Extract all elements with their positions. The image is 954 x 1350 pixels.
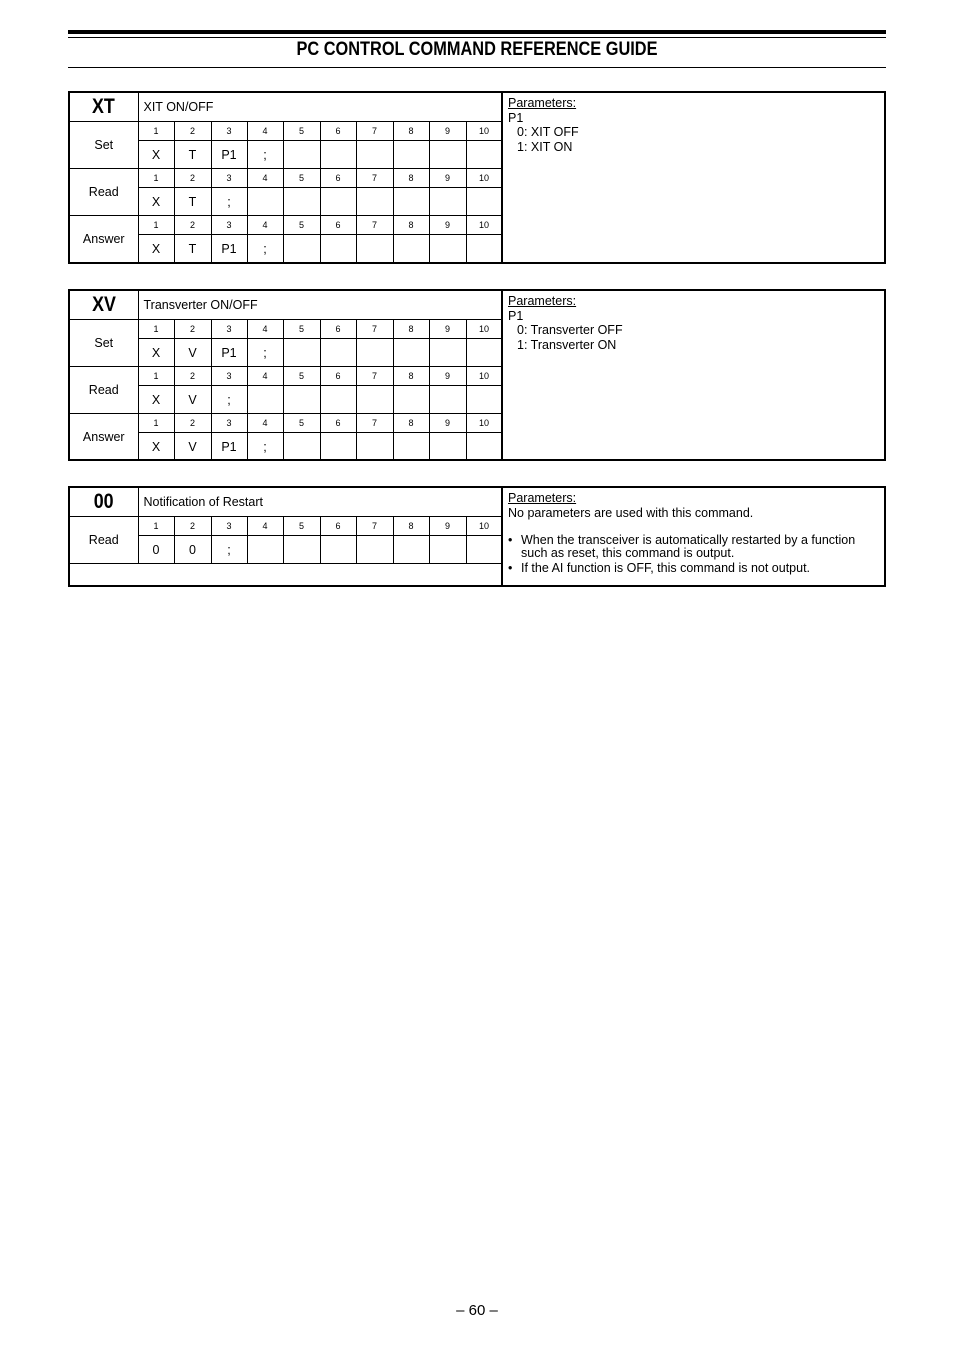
command-code: 00 xyxy=(70,488,138,517)
column-number: 4 xyxy=(247,517,283,536)
command-cell xyxy=(429,536,466,564)
column-number: 8 xyxy=(393,414,429,433)
command-cell xyxy=(247,536,283,564)
command-cell: T xyxy=(174,141,211,169)
column-number: 7 xyxy=(356,414,393,433)
command-cell xyxy=(429,235,466,263)
column-number: 7 xyxy=(356,169,393,188)
column-number: 5 xyxy=(283,169,320,188)
command-cell: X xyxy=(138,339,174,367)
command-cell: V xyxy=(174,339,211,367)
column-number: 10 xyxy=(466,169,502,188)
column-number: 8 xyxy=(393,122,429,141)
column-number: 10 xyxy=(466,216,502,235)
column-number: 10 xyxy=(466,320,502,339)
column-number: 2 xyxy=(174,517,211,536)
parameter-name: P1 xyxy=(508,308,524,323)
command-cell: P1 xyxy=(211,339,247,367)
column-number: 2 xyxy=(174,169,211,188)
command-code: XV xyxy=(70,291,138,320)
command-cell xyxy=(429,141,466,169)
column-number: 7 xyxy=(356,517,393,536)
command-cell: ; xyxy=(211,536,247,564)
header-rule-thick xyxy=(68,30,886,34)
command-cell xyxy=(247,188,283,216)
parameter-value: 0: Transverter OFF xyxy=(517,323,623,337)
command-cell xyxy=(466,433,502,461)
column-number: 8 xyxy=(393,517,429,536)
column-number: 7 xyxy=(356,216,393,235)
command-cell xyxy=(283,141,320,169)
empty-row xyxy=(70,564,502,586)
header-rule-bottom xyxy=(68,67,886,68)
column-number: 7 xyxy=(356,367,393,386)
parameters-panel xyxy=(501,93,884,262)
column-number: 4 xyxy=(247,216,283,235)
command-cell xyxy=(429,339,466,367)
note-item xyxy=(508,562,878,575)
command-cell: ; xyxy=(247,235,283,263)
column-number: 4 xyxy=(247,122,283,141)
bullet-icon: • xyxy=(508,533,513,547)
command-cell xyxy=(429,386,466,414)
command-cell xyxy=(356,235,393,263)
column-number: 4 xyxy=(247,169,283,188)
column-number: 9 xyxy=(429,517,466,536)
command-title: XIT ON/OFF xyxy=(138,93,502,122)
command-title: Notification of Restart xyxy=(138,488,502,517)
column-number: 1 xyxy=(138,216,174,235)
column-number: 2 xyxy=(174,216,211,235)
column-number: 3 xyxy=(211,169,247,188)
parameter-value: 0: XIT OFF xyxy=(517,125,579,139)
command-cell: X xyxy=(138,141,174,169)
command-cell xyxy=(247,386,283,414)
command-cell xyxy=(356,188,393,216)
page-number: – 60 – xyxy=(456,1302,498,1319)
command-cell xyxy=(393,339,429,367)
command-cell xyxy=(320,433,356,461)
command-cell xyxy=(356,433,393,461)
command-cell xyxy=(320,386,356,414)
command-cell: P1 xyxy=(211,235,247,263)
column-number: 8 xyxy=(393,320,429,339)
row-label-read: Read xyxy=(70,517,138,564)
column-number: 10 xyxy=(466,414,502,433)
command-cell xyxy=(466,235,502,263)
column-number: 3 xyxy=(211,320,247,339)
column-number: 7 xyxy=(356,122,393,141)
column-number: 10 xyxy=(466,367,502,386)
command-cell: V xyxy=(174,386,211,414)
column-number: 5 xyxy=(283,122,320,141)
command-cell: X xyxy=(138,433,174,461)
parameters-panel xyxy=(501,291,884,459)
column-number: 1 xyxy=(138,122,174,141)
note-item xyxy=(508,534,878,559)
command-table-xv xyxy=(70,291,503,461)
command-cell: V xyxy=(174,433,211,461)
row-label-answer: Answer xyxy=(70,216,138,263)
command-block-xv xyxy=(68,289,886,461)
column-number: 4 xyxy=(247,367,283,386)
column-number: 5 xyxy=(283,216,320,235)
column-number: 9 xyxy=(429,122,466,141)
parameters-heading: Parameters: xyxy=(508,96,577,110)
command-cell xyxy=(393,235,429,263)
column-number: 2 xyxy=(174,320,211,339)
command-cell xyxy=(283,235,320,263)
parameter-name: P1 xyxy=(508,110,524,125)
command-cell: ; xyxy=(211,386,247,414)
command-cell xyxy=(320,536,356,564)
column-number: 1 xyxy=(138,367,174,386)
command-cell: ; xyxy=(247,433,283,461)
column-number: 8 xyxy=(393,216,429,235)
row-label-read: Read xyxy=(70,367,138,414)
command-cell: T xyxy=(174,188,211,216)
column-number: 1 xyxy=(138,169,174,188)
column-number: 8 xyxy=(393,367,429,386)
column-number: 9 xyxy=(429,169,466,188)
column-number: 2 xyxy=(174,122,211,141)
column-number: 2 xyxy=(174,367,211,386)
command-table-00 xyxy=(70,488,503,586)
column-number: 3 xyxy=(211,414,247,433)
column-number: 5 xyxy=(283,517,320,536)
parameter-value: 1: XIT ON xyxy=(517,139,573,154)
command-cell xyxy=(393,433,429,461)
column-number: 6 xyxy=(320,367,356,386)
command-cell xyxy=(393,386,429,414)
command-cell: 0 xyxy=(138,536,174,564)
command-block-xt xyxy=(68,91,886,264)
command-cell xyxy=(320,141,356,169)
column-number: 6 xyxy=(320,517,356,536)
parameters-heading: Parameters: xyxy=(508,491,577,505)
bullet-icon: • xyxy=(508,561,513,575)
command-cell xyxy=(466,386,502,414)
column-number: 4 xyxy=(247,414,283,433)
command-cell: P1 xyxy=(211,141,247,169)
command-cell xyxy=(283,339,320,367)
command-cell: 0 xyxy=(174,536,211,564)
command-cell xyxy=(283,433,320,461)
command-code: XT xyxy=(70,93,138,122)
command-cell xyxy=(429,433,466,461)
command-cell xyxy=(283,188,320,216)
command-cell xyxy=(393,188,429,216)
command-cell: ; xyxy=(247,141,283,169)
page-title: PC CONTROL COMMAND REFERENCE GUIDE xyxy=(296,39,658,60)
column-number: 3 xyxy=(211,216,247,235)
column-number: 3 xyxy=(211,367,247,386)
command-cell: X xyxy=(138,386,174,414)
command-table-xt xyxy=(70,93,503,263)
command-cell xyxy=(466,188,502,216)
command-cell xyxy=(283,386,320,414)
parameter-value: 1: Transverter ON xyxy=(517,337,617,352)
column-number: 5 xyxy=(283,414,320,433)
row-label-read: Read xyxy=(70,169,138,216)
column-number: 4 xyxy=(247,320,283,339)
command-cell xyxy=(466,141,502,169)
command-cell xyxy=(320,235,356,263)
column-number: 6 xyxy=(320,169,356,188)
command-cell: P1 xyxy=(211,433,247,461)
column-number: 1 xyxy=(138,414,174,433)
note-text: When the transceiver is automatically restarted by a function such as reset, this command is output. xyxy=(521,533,856,560)
command-cell xyxy=(320,339,356,367)
row-label-set: Set xyxy=(70,320,138,367)
command-cell: ; xyxy=(211,188,247,216)
command-cell: T xyxy=(174,235,211,263)
notes-list xyxy=(508,534,878,575)
command-cell xyxy=(393,141,429,169)
command-cell xyxy=(356,536,393,564)
command-cell xyxy=(466,536,502,564)
command-cell xyxy=(466,339,502,367)
column-number: 5 xyxy=(283,367,320,386)
command-cell: ; xyxy=(247,339,283,367)
column-number: 1 xyxy=(138,320,174,339)
command-title: Transverter ON/OFF xyxy=(138,291,502,320)
command-cell: X xyxy=(138,235,174,263)
column-number: 6 xyxy=(320,320,356,339)
column-number: 9 xyxy=(429,367,466,386)
column-number: 6 xyxy=(320,414,356,433)
row-label-answer: Answer xyxy=(70,414,138,461)
command-cell xyxy=(356,141,393,169)
column-number: 10 xyxy=(466,517,502,536)
parameters-panel xyxy=(501,488,884,585)
column-number: 6 xyxy=(320,216,356,235)
column-number: 1 xyxy=(138,517,174,536)
command-cell xyxy=(393,536,429,564)
note-text: If the AI function is OFF, this command is not output. xyxy=(521,561,811,575)
column-number: 9 xyxy=(429,414,466,433)
command-cell xyxy=(356,386,393,414)
column-number: 10 xyxy=(466,122,502,141)
column-number: 9 xyxy=(429,320,466,339)
parameters-heading: Parameters: xyxy=(508,294,577,308)
command-cell xyxy=(320,188,356,216)
column-number: 2 xyxy=(174,414,211,433)
row-label-set: Set xyxy=(70,122,138,169)
column-number: 9 xyxy=(429,216,466,235)
column-number: 3 xyxy=(211,122,247,141)
command-cell xyxy=(356,339,393,367)
command-block-00 xyxy=(68,486,886,587)
parameter-note: No parameters are used with this command. xyxy=(508,505,754,520)
column-number: 6 xyxy=(320,122,356,141)
column-number: 5 xyxy=(283,320,320,339)
column-number: 3 xyxy=(211,517,247,536)
command-cell xyxy=(283,536,320,564)
column-number: 8 xyxy=(393,169,429,188)
column-number: 7 xyxy=(356,320,393,339)
command-cell: X xyxy=(138,188,174,216)
command-cell xyxy=(429,188,466,216)
